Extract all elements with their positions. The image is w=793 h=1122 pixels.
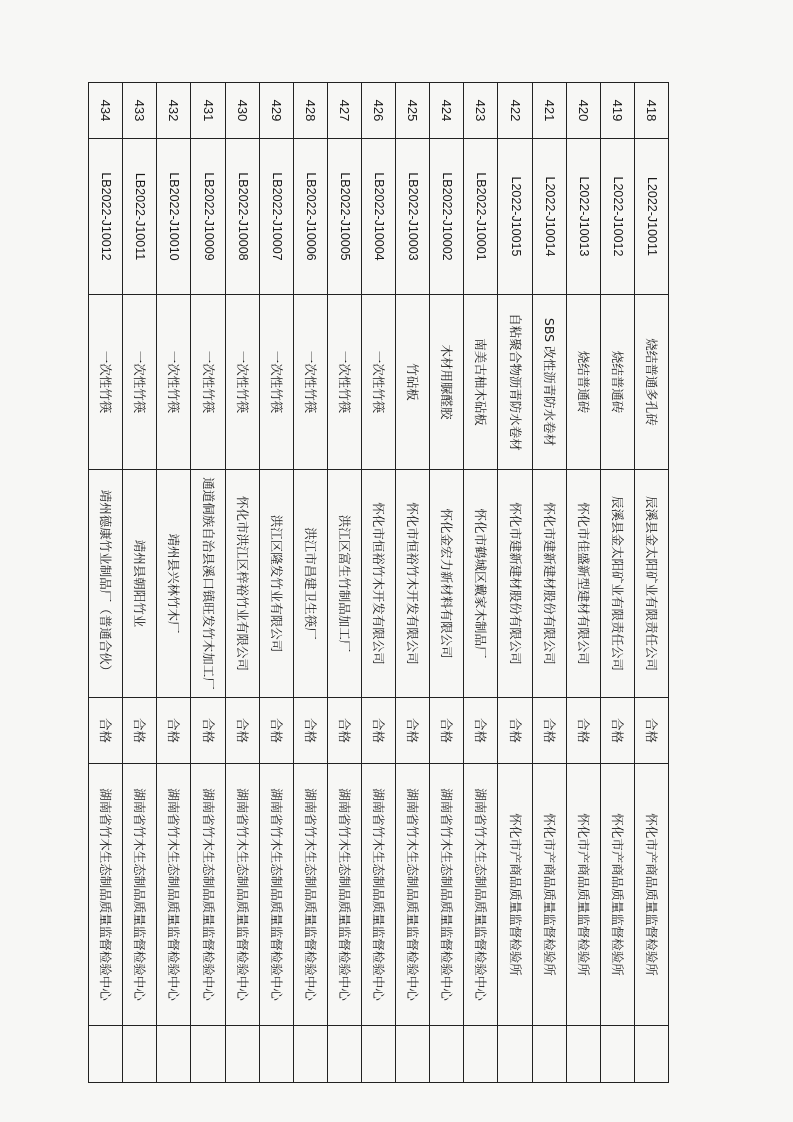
product-name: 自粘聚合物沥青防水卷材 (498, 295, 532, 470)
inspection-agency: 怀化市产商品质量监督检验所 (566, 764, 600, 1026)
company-name: 靖州县兴林竹木厂 (157, 470, 191, 698)
inspection-agency: 湖南省竹木生态制品质量监督检验中心 (157, 764, 191, 1026)
row-number: 424 (430, 83, 464, 139)
sample-code: L2022-J10013 (566, 139, 600, 295)
inspection-agency: 湖南省竹木生态制品质量监督检验中心 (259, 764, 293, 1026)
product-name: SBS 改性沥青防水卷材 (532, 295, 566, 470)
sample-code: L2022-J10015 (498, 139, 532, 295)
sample-code: LB2022-J10004 (362, 139, 396, 295)
company-name: 洪江市昌建卫生筷厂 (293, 470, 327, 698)
row-number: 426 (362, 83, 396, 139)
company-name: 洪江区富生竹制品加工厂 (327, 470, 361, 698)
inspection-agency: 湖南省竹木生态制品质量监督检验中心 (327, 764, 361, 1026)
table-row (430, 83, 464, 1083)
company-name: 怀化金宏力新材料有限公司 (430, 470, 464, 698)
row-number: 427 (327, 83, 361, 139)
company-name: 怀化市建新建材股份有限公司 (498, 470, 532, 698)
empty-cell (600, 1026, 634, 1083)
inspection-result: 合格 (464, 698, 498, 764)
table-row (498, 83, 532, 1083)
empty-cell (634, 1026, 668, 1083)
empty-cell (191, 1026, 225, 1083)
product-name: 木材用脲醛胶 (430, 295, 464, 470)
product-name: 一次性竹筷 (157, 295, 191, 470)
inspection-agency: 怀化市产商品质量监督检验所 (634, 764, 668, 1026)
sample-code: LB2022-J10011 (123, 139, 157, 295)
empty-cell (157, 1026, 191, 1083)
inspection-agency: 湖南省竹木生态制品质量监督检验中心 (396, 764, 430, 1026)
empty-cell (293, 1026, 327, 1083)
inspection-result: 合格 (634, 698, 668, 764)
product-name: 一次性竹筷 (191, 295, 225, 470)
row-number: 421 (532, 83, 566, 139)
inspection-result: 合格 (157, 698, 191, 764)
product-name: 烧结普通多孔砖 (634, 295, 668, 470)
row-number: 428 (293, 83, 327, 139)
inspection-agency: 怀化市产商品质量监督检验所 (498, 764, 532, 1026)
sample-code: L2022-J10014 (532, 139, 566, 295)
empty-cell (532, 1026, 566, 1083)
row-number: 433 (123, 83, 157, 139)
inspection-agency: 湖南省竹木生态制品质量监督检验中心 (225, 764, 259, 1026)
inspection-result: 合格 (259, 698, 293, 764)
table-body (89, 83, 669, 1083)
product-name: 一次性竹筷 (225, 295, 259, 470)
table-row (157, 83, 191, 1083)
company-name: 靖州德康竹业制品厂（普通合伙） (89, 470, 123, 698)
inspection-result: 合格 (430, 698, 464, 764)
sample-code: L2022-J10012 (600, 139, 634, 295)
inspection-agency: 湖南省竹木生态制品质量监督检验中心 (362, 764, 396, 1026)
product-name: 烧结普通砖 (600, 295, 634, 470)
inspection-result: 合格 (566, 698, 600, 764)
inspection-results-table (88, 82, 669, 1083)
table-row (191, 83, 225, 1083)
table-row (600, 83, 634, 1083)
sample-code: LB2022-J10010 (157, 139, 191, 295)
sample-code: LB2022-J10006 (293, 139, 327, 295)
company-name: 洪江区隆发竹业有限公司 (259, 470, 293, 698)
empty-cell (123, 1026, 157, 1083)
product-name: 一次性竹筷 (362, 295, 396, 470)
row-number: 429 (259, 83, 293, 139)
inspection-agency: 怀化市产商品质量监督检验所 (532, 764, 566, 1026)
product-name: 一次性竹筷 (259, 295, 293, 470)
table-row (123, 83, 157, 1083)
inspection-agency: 湖南省竹木生态制品质量监督检验中心 (293, 764, 327, 1026)
company-name: 辰溪县金太阳矿业有限责任公司 (634, 470, 668, 698)
table-row (362, 83, 396, 1083)
row-number: 423 (464, 83, 498, 139)
company-name: 怀化市洪江区梓裕竹业有限公司 (225, 470, 259, 698)
table-row (327, 83, 361, 1083)
company-name: 怀化市佳盛新型建材有限公司 (566, 470, 600, 698)
table-row (566, 83, 600, 1083)
row-number: 418 (634, 83, 668, 139)
empty-cell (498, 1026, 532, 1083)
empty-cell (89, 1026, 123, 1083)
inspection-agency: 湖南省竹木生态制品质量监督检验中心 (123, 764, 157, 1026)
table-row (634, 83, 668, 1083)
sample-code: LB2022-J10005 (327, 139, 361, 295)
sample-code: LB2022-J10012 (89, 139, 123, 295)
empty-cell (396, 1026, 430, 1083)
table-row (532, 83, 566, 1083)
company-name: 辰溪县金太阳矿业有限责任公司 (600, 470, 634, 698)
inspection-result: 合格 (600, 698, 634, 764)
inspection-result: 合格 (225, 698, 259, 764)
inspection-result: 合格 (327, 698, 361, 764)
table-row (259, 83, 293, 1083)
product-name: 一次性竹筷 (123, 295, 157, 470)
row-number: 430 (225, 83, 259, 139)
empty-cell (464, 1026, 498, 1083)
sample-code: LB2022-J10009 (191, 139, 225, 295)
company-name: 怀化市建新建材股份有限公司 (532, 470, 566, 698)
empty-cell (430, 1026, 464, 1083)
inspection-result: 合格 (123, 698, 157, 764)
inspection-result: 合格 (293, 698, 327, 764)
product-name: 一次性竹筷 (293, 295, 327, 470)
rotated-table-container (89, 82, 669, 1082)
row-number: 434 (89, 83, 123, 139)
inspection-result: 合格 (498, 698, 532, 764)
inspection-result: 合格 (532, 698, 566, 764)
empty-cell (362, 1026, 396, 1083)
empty-cell (225, 1026, 259, 1083)
empty-cell (566, 1026, 600, 1083)
inspection-result: 合格 (362, 698, 396, 764)
inspection-result: 合格 (191, 698, 225, 764)
company-name: 怀化市恒裕竹木开发有限公司 (396, 470, 430, 698)
sample-code: LB2022-J10001 (464, 139, 498, 295)
table-row (89, 83, 123, 1083)
product-name: 一次性竹筷 (89, 295, 123, 470)
inspection-agency: 湖南省竹木生态制品质量监督检验中心 (430, 764, 464, 1026)
inspection-agency: 怀化市产商品质量监督检验所 (600, 764, 634, 1026)
table-row (293, 83, 327, 1083)
row-number: 432 (157, 83, 191, 139)
sample-code: LB2022-J10007 (259, 139, 293, 295)
inspection-agency: 湖南省竹木生态制品质量监督检验中心 (89, 764, 123, 1026)
product-name: 一次性竹筷 (327, 295, 361, 470)
product-name: 竹砧板 (396, 295, 430, 470)
row-number: 419 (600, 83, 634, 139)
sample-code: L2022-J10011 (634, 139, 668, 295)
company-name: 靖州县朝阳竹业 (123, 470, 157, 698)
company-name: 通道侗族自治县溪口镇旺发竹木加工厂 (191, 470, 225, 698)
inspection-agency: 湖南省竹木生态制品质量监督检验中心 (191, 764, 225, 1026)
empty-cell (259, 1026, 293, 1083)
company-name: 怀化市鹤城区戴家木制品厂 (464, 470, 498, 698)
inspection-result: 合格 (396, 698, 430, 764)
table-row (464, 83, 498, 1083)
row-number: 422 (498, 83, 532, 139)
product-name: 南美古柚木砧板 (464, 295, 498, 470)
row-number: 425 (396, 83, 430, 139)
table-row (225, 83, 259, 1083)
inspection-agency: 湖南省竹木生态制品质量监督检验中心 (464, 764, 498, 1026)
row-number: 431 (191, 83, 225, 139)
sample-code: LB2022-J10002 (430, 139, 464, 295)
inspection-result: 合格 (89, 698, 123, 764)
company-name: 怀化市恒裕竹木开发有限公司 (362, 470, 396, 698)
sample-code: LB2022-J10003 (396, 139, 430, 295)
row-number: 420 (566, 83, 600, 139)
empty-cell (327, 1026, 361, 1083)
product-name: 烧结普通砖 (566, 295, 600, 470)
sample-code: LB2022-J10008 (225, 139, 259, 295)
table-row (396, 83, 430, 1083)
